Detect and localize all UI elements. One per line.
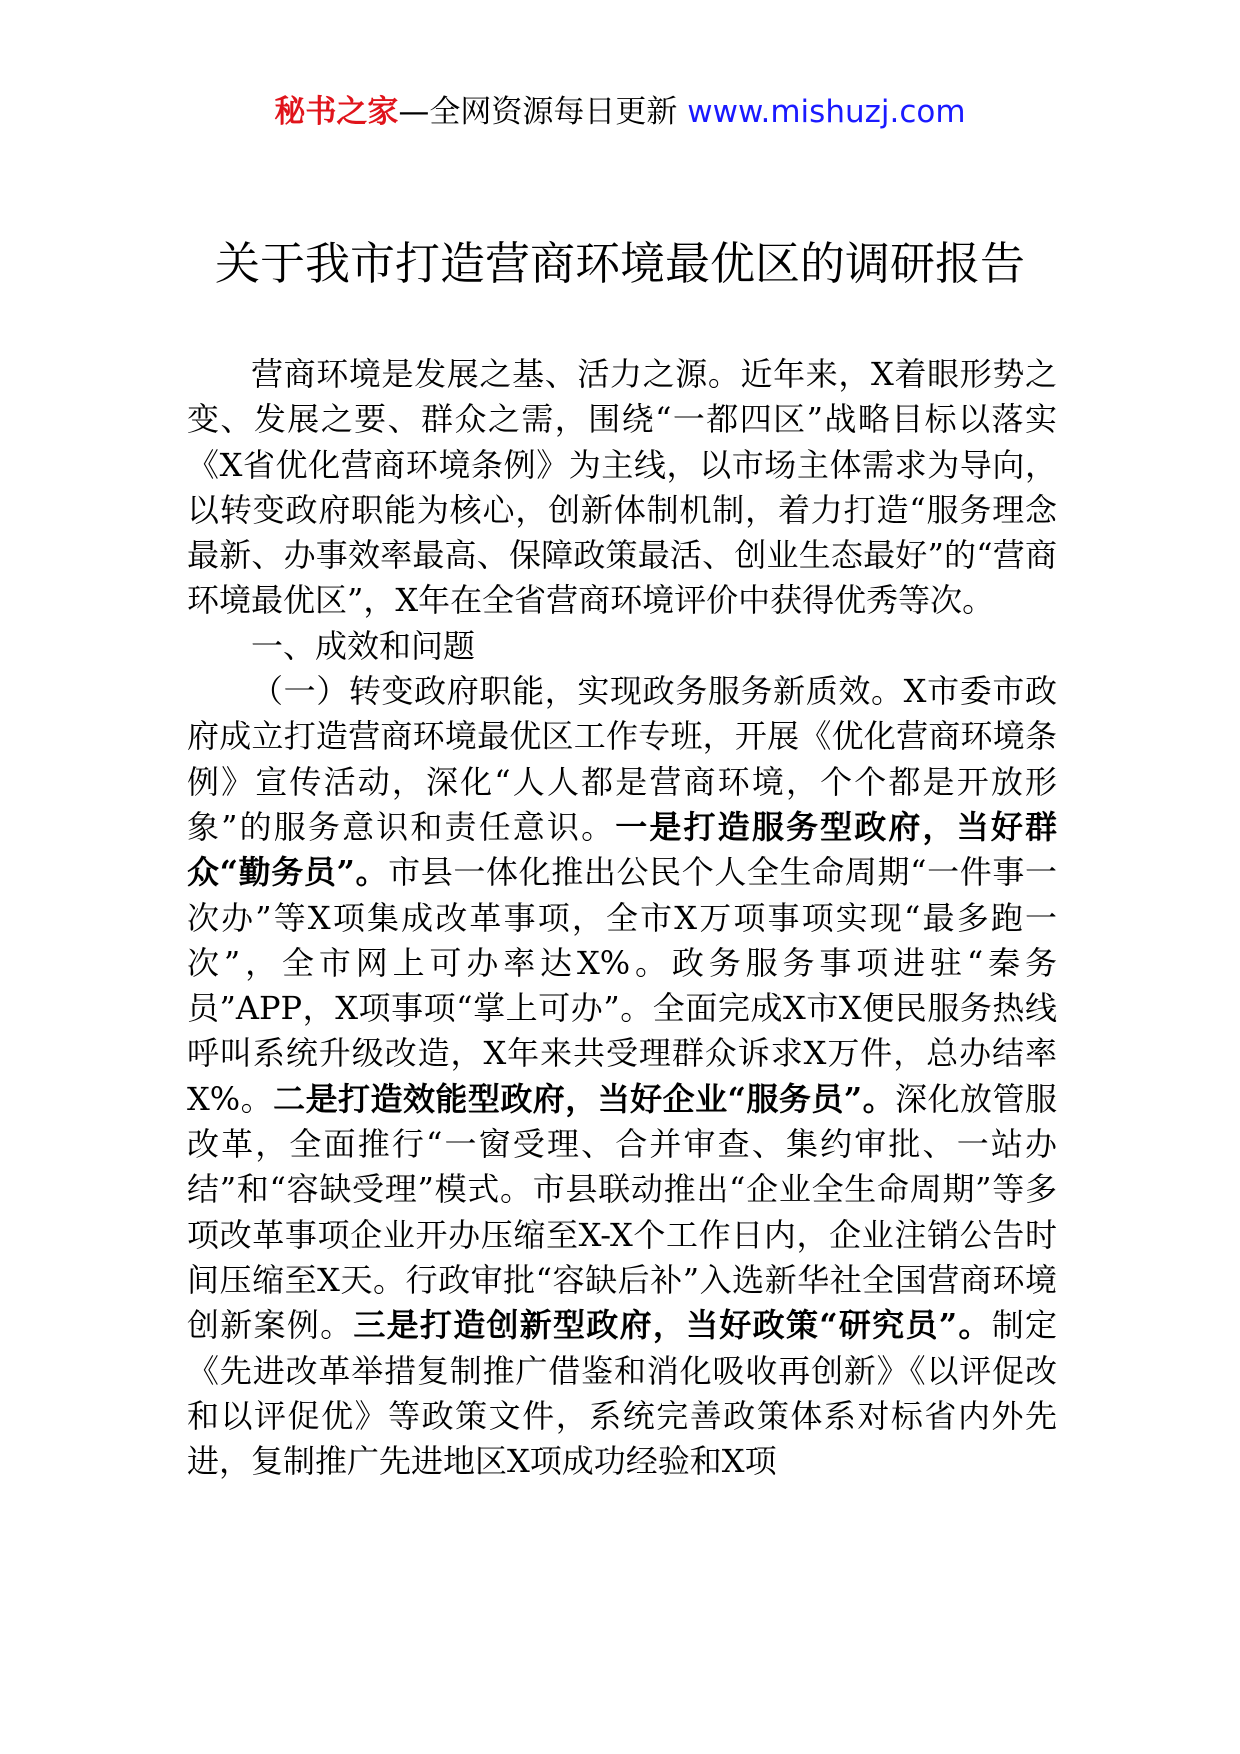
page-header xyxy=(0,92,1240,132)
section-heading: 一、成效和问题 xyxy=(251,626,476,665)
body-paragraph xyxy=(187,669,1057,1484)
point-two-text: 深化放管服改革，全面推行“一窗受理、合并审查、集约审批、一站办结”和“容缺受理”模式。市县联动推出“企业全生命周期”等多项改革事项企业开办压缩至X-X个工作日内，企业注销公告时间压缩至X天。行政审批“容缺后补”入选新华社全国营商环境创新案例。 xyxy=(187,1079,1057,1345)
document-body xyxy=(187,352,1057,1484)
point-three-text: 制定《先进改革举措复制推广借鉴和消化吸收再创新》《以评促改和以评促优》等政策文件，系统完善政策体系对标省内外先进，复制推广先进地区X项成功经验和X项 xyxy=(187,1306,1057,1481)
point-one-heading: 一是打造服务型政府，当好群众“勤务员”。 xyxy=(187,807,1057,892)
point-two-heading: 二是打造效能型政府，当好企业“服务员”。 xyxy=(273,1079,896,1118)
paragraph-lead: （一）转变政府职能，实现政务服务新质效。X市委市政府成立打造营商环境最优区工作专班，开展《优化营商环境条例》宣传活动，深化“人人都是营商环境，个个都是开放形象”的服务意识和责任意识。 xyxy=(187,672,1057,846)
point-three-heading: 三是打造创新型政府，当好政策“研究员”。 xyxy=(353,1306,992,1345)
brand-name: 秘书之家 xyxy=(274,94,399,130)
document-title: 关于我市打造营商环境最优区的调研报告 xyxy=(214,237,1025,290)
point-one-text: 市县一体化推出公民个人全生命周期“一件事一次办”等X项集成改革事项，全市X万项事项实现“最多跑一次”，全市网上可办率达X%。政务服务事项进驻“秦务员”APP，X项事项“掌上可办”。全面完成X市X便民服务热线呼叫系统升级改造，X年来共受理群众诉求X万件，总办结率X%。 xyxy=(187,853,1057,1118)
website-link[interactable]: www.mishuzj.com xyxy=(687,94,966,130)
header-tagline: —全网资源每日更新 xyxy=(398,94,688,130)
intro-paragraph: 营商环境是发展之基、活力之源。近年来，X着眼形势之变、发展之要、群众之需，围绕“一都四区”战略目标以落实《X省优化营商环境条例》为主线，以市场主体需求为导向，以转变政府职能为核心，创新体制机制，着力打造“服务理念最新、办事效率最高、保障政策最活、创业生态最好”的“营商环境最优区”，X年在全省营商环境评价中获得优秀等次。 xyxy=(187,355,1057,620)
